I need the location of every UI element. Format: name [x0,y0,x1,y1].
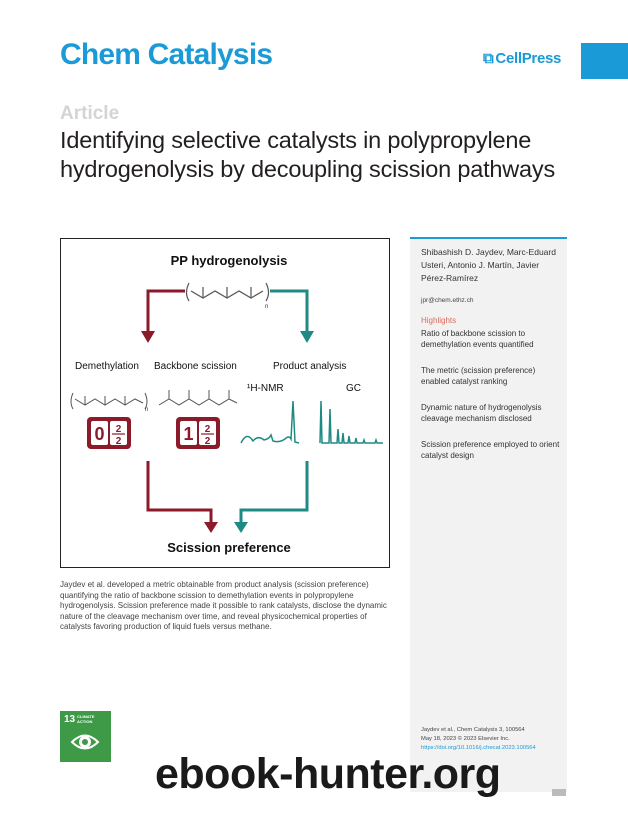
chain-demethylation-icon [71,393,147,409]
demethylation-label: Demethylation [75,361,139,372]
highlight-item: The metric (scission preference) enabled catalyst ranking [421,366,536,386]
arrow-left-bottom [148,461,211,524]
sdg-title: CLIMATE ACTION [77,714,95,724]
demethylation-ratio-tile [87,417,131,449]
ga-heading: PP hydrogenolysis [170,253,288,268]
ratio-top-value: 0 [94,424,105,444]
highlight-item: Dynamic nature of hydrogenolysis cleavage mechanism disclosed [421,403,542,423]
article-type-label: Article [60,103,120,124]
polymer-chain-icon [187,283,269,301]
corresponding-email[interactable]: jpr@chem.ethz.ch [421,297,474,304]
chain-backbone-icon [159,390,237,405]
arrow-right-bottom [241,461,307,524]
graphical-abstract [60,238,390,568]
citation-block [421,726,563,753]
citation-line: Jaydev et al., Chem Catalysis 3, 100564 [421,727,525,733]
cellpress-label: CellPress [495,50,562,67]
watermark: ebook-hunter.org [155,750,501,798]
journal-title: Chem Catalysis [60,38,273,71]
gc-spectrum [320,401,383,443]
eye-globe-icon [70,729,100,755]
ratio-bottom-value: 2 [204,436,211,447]
sdg-badge[interactable] [60,711,111,762]
arrow-left-top [148,291,185,331]
cellpress-logo-icon: ⧉ [483,50,494,67]
ratio-top-value: 1 [183,424,194,444]
highlights-title: Highlights [421,316,457,325]
ratio-bottom-value: 2 [204,424,211,435]
corner-accent-block [581,43,628,79]
chain-subscript: n [265,304,269,310]
summary-paragraph: Jaydev et al. developed a metric obtainable from product analysis (scission preference) quantifying the ratio of backbone scission to demethylation events in polypropylene hydrogenolysis. Scission preference made it possible to rank catalysts, disclose the dynamic nature of the cleavage mechanism over time, and reveal physicochemical properties of catalysts favoring production of liquid fuels versus methane. [60,580,387,631]
nmr-spectrum [241,401,299,443]
arrow-right-head [300,331,314,343]
arrow-right-bottom-head [234,522,248,533]
arrow-left-head [141,331,155,343]
arrow-right-top [270,291,307,331]
chain-subscript: n [145,407,149,413]
ratio-bottom-value: 2 [115,424,122,435]
ratio-bottom-value: 2 [115,436,122,447]
backbone-ratio-tile [176,417,220,449]
nmr-label: ¹H-NMR [247,383,284,394]
gc-label: GC [346,383,361,394]
sdg-number: 13 [64,714,76,725]
highlights-list [421,328,563,476]
arrow-left-bottom-head [204,522,218,533]
cellpress-logo[interactable] [483,50,561,67]
article-title: Identifying selective catalysts in polypropylene hydrogenolysis by decoupling scission pathways [60,127,556,182]
highlight-item: Ratio of backbone scission to demethylation events quantified [421,329,534,349]
citation-date: May 18, 2023 © 2023 Elsevier Inc. [421,736,510,742]
page-corner-mark [552,789,566,796]
author-list: Shibashish D. Jaydev, Marc-Eduard Usteri, Antonio J. Martín, Javier Pérez-Ramírez [421,247,556,283]
product-analysis-label: Product analysis [273,361,347,372]
doi-link[interactable]: https://doi.org/10.1016/j.checat.2023.100564 [421,745,536,751]
backbone-scission-label: Backbone scission [154,361,237,372]
highlight-item: Scission preference employed to orient catalyst design [421,440,560,460]
scission-preference-label: Scission preference [167,540,291,555]
